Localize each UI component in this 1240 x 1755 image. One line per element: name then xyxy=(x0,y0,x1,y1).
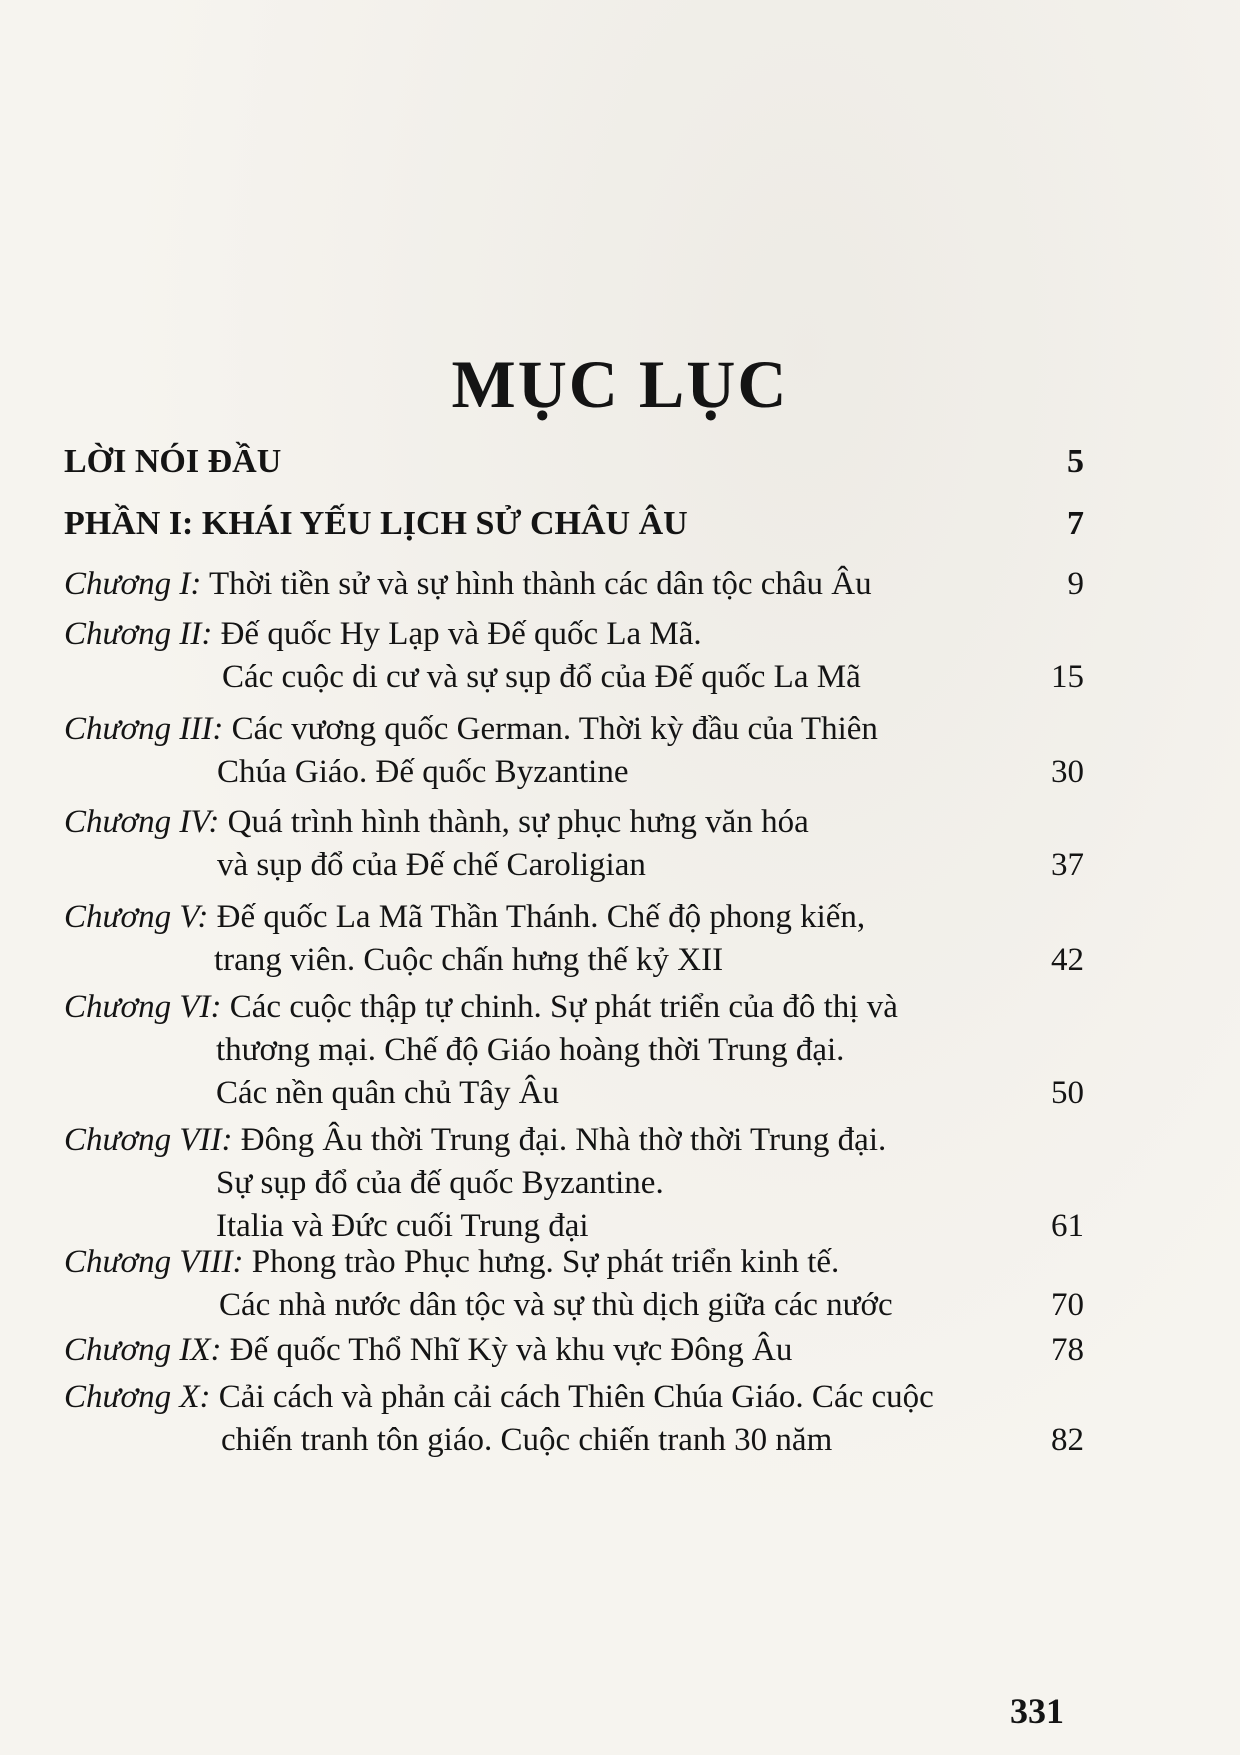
toc-entry-text: Đế quốc Hy Lạp và Đế quốc La Mã. xyxy=(220,616,702,652)
toc-entry-title xyxy=(64,1375,934,1419)
toc-page-number: 70 xyxy=(1051,1287,1084,1323)
toc-entry-title xyxy=(64,985,898,1029)
toc-chapter-entry xyxy=(64,612,1084,698)
toc-entry-title-continued: Các cuộc di cư và sự sụp đổ của Đế quốc La Mã xyxy=(222,659,861,695)
toc-page-number: 50 xyxy=(1051,1075,1084,1111)
toc-entry-text: Các cuộc thập tự chinh. Sự phát triển của đô thị và xyxy=(229,989,898,1025)
toc-entry-title-continued: trang viên. Cuộc chấn hưng thế kỷ XII xyxy=(214,942,724,978)
toc-entry-text: Cải cách và phản cải cách Thiên Chúa Giáo. Các cuộc xyxy=(218,1379,934,1415)
toc-entry-title xyxy=(64,440,281,484)
toc-entry-text: Các vương quốc German. Thời kỳ đầu của Thiên xyxy=(231,711,878,747)
toc-entry-title xyxy=(64,1118,886,1162)
toc-page-number: 7 xyxy=(1067,505,1084,542)
toc-chapter-entry xyxy=(64,1328,1084,1371)
toc-entry-title-continued: Các nhà nước dân tộc và sự thù dịch giữa các nước xyxy=(219,1287,893,1323)
toc-entry-title xyxy=(64,502,688,546)
toc-entry-text: Đế quốc La Mã Thần Thánh. Chế độ phong kiến, xyxy=(216,899,866,935)
toc-entry-text: LỜI NÓI ĐẦU xyxy=(64,443,282,480)
toc-entry-text: Đế quốc Thổ Nhĩ Kỳ và khu vực Đông Âu xyxy=(229,1332,793,1368)
toc-page-number: 78 xyxy=(1051,1332,1084,1368)
toc-chapter-entry xyxy=(64,800,1084,886)
toc-entry-title xyxy=(64,895,865,939)
page-title: MỤC LỤC xyxy=(451,346,789,422)
toc-entry-title xyxy=(64,1240,839,1284)
toc-chapter-entry xyxy=(64,1118,1084,1247)
chapter-label: Chương V: xyxy=(64,899,209,935)
toc-part-entry xyxy=(64,440,1084,483)
toc-entry-title-continued: Các nền quân chủ Tây Âu xyxy=(216,1075,560,1111)
chapter-label: Chương VIII: xyxy=(64,1244,244,1280)
chapter-label: Chương IX: xyxy=(64,1332,222,1368)
toc-entry-title xyxy=(64,800,809,844)
toc-page-number: 15 xyxy=(1051,659,1084,695)
toc-entry-text: Thời tiền sử và sự hình thành các dân tộc châu Âu xyxy=(209,566,872,602)
toc-page-number: 30 xyxy=(1051,754,1084,790)
toc-entry-title-continued: và sụp đổ của Đế chế Caroligian xyxy=(217,847,646,883)
chapter-label: Chương VI: xyxy=(64,989,222,1025)
chapter-label: Chương IV: xyxy=(64,804,220,840)
chapter-label: Chương X: xyxy=(64,1379,211,1415)
toc-entry-title xyxy=(64,1328,792,1372)
toc-entry-title-continued: thương mại. Chế độ Giáo hoàng thời Trung đại. xyxy=(216,1032,845,1068)
toc-chapter-entry xyxy=(64,1240,1084,1326)
toc-chapter-entry xyxy=(64,707,1084,793)
toc-chapter-entry xyxy=(64,985,1084,1114)
toc-entry-text: PHẦN I: KHÁI YẾU LỊCH SỬ CHÂU ÂU xyxy=(64,505,688,542)
toc-entry-text: Quá trình hình thành, sự phục hưng văn hóa xyxy=(227,804,809,840)
chapter-label: Chương III: xyxy=(64,711,224,747)
chapter-label: Chương I: xyxy=(64,566,202,602)
toc-entry-title-continued: Chúa Giáo. Đế quốc Byzantine xyxy=(217,754,629,790)
toc-entry-title xyxy=(64,707,878,751)
toc-page-number: 5 xyxy=(1067,443,1084,480)
toc-entry-text: Phong trào Phục hưng. Sự phát triển kinh tế. xyxy=(251,1244,840,1280)
chapter-label: Chương II: xyxy=(64,616,213,652)
toc-chapter-entry xyxy=(64,895,1084,981)
toc-chapter-entry xyxy=(64,562,1084,605)
toc-entry-title-continued: chiến tranh tôn giáo. Cuộc chiến tranh 30 năm xyxy=(221,1422,833,1458)
toc-page-number: 42 xyxy=(1051,942,1084,978)
toc-chapter-entry xyxy=(64,1375,1084,1461)
toc-page-number: 61 xyxy=(1051,1208,1084,1244)
toc-page-number: 37 xyxy=(1051,847,1084,883)
toc-entry-title xyxy=(64,612,702,656)
toc-part-entry xyxy=(64,502,1084,545)
toc-entry-title-continued: Italia và Đức cuối Trung đại xyxy=(216,1208,589,1244)
toc-page-number: 82 xyxy=(1051,1422,1084,1458)
toc-entry-title-continued: Sự sụp đổ của đế quốc Byzantine. xyxy=(216,1165,664,1201)
toc-page-number: 9 xyxy=(1067,566,1084,602)
chapter-label: Chương VII: xyxy=(64,1122,233,1158)
toc-entry-text: Đông Âu thời Trung đại. Nhà thờ thời Trung đại. xyxy=(240,1122,887,1158)
toc-entry-title xyxy=(64,562,872,606)
page-number: 331 xyxy=(1010,1691,1064,1731)
